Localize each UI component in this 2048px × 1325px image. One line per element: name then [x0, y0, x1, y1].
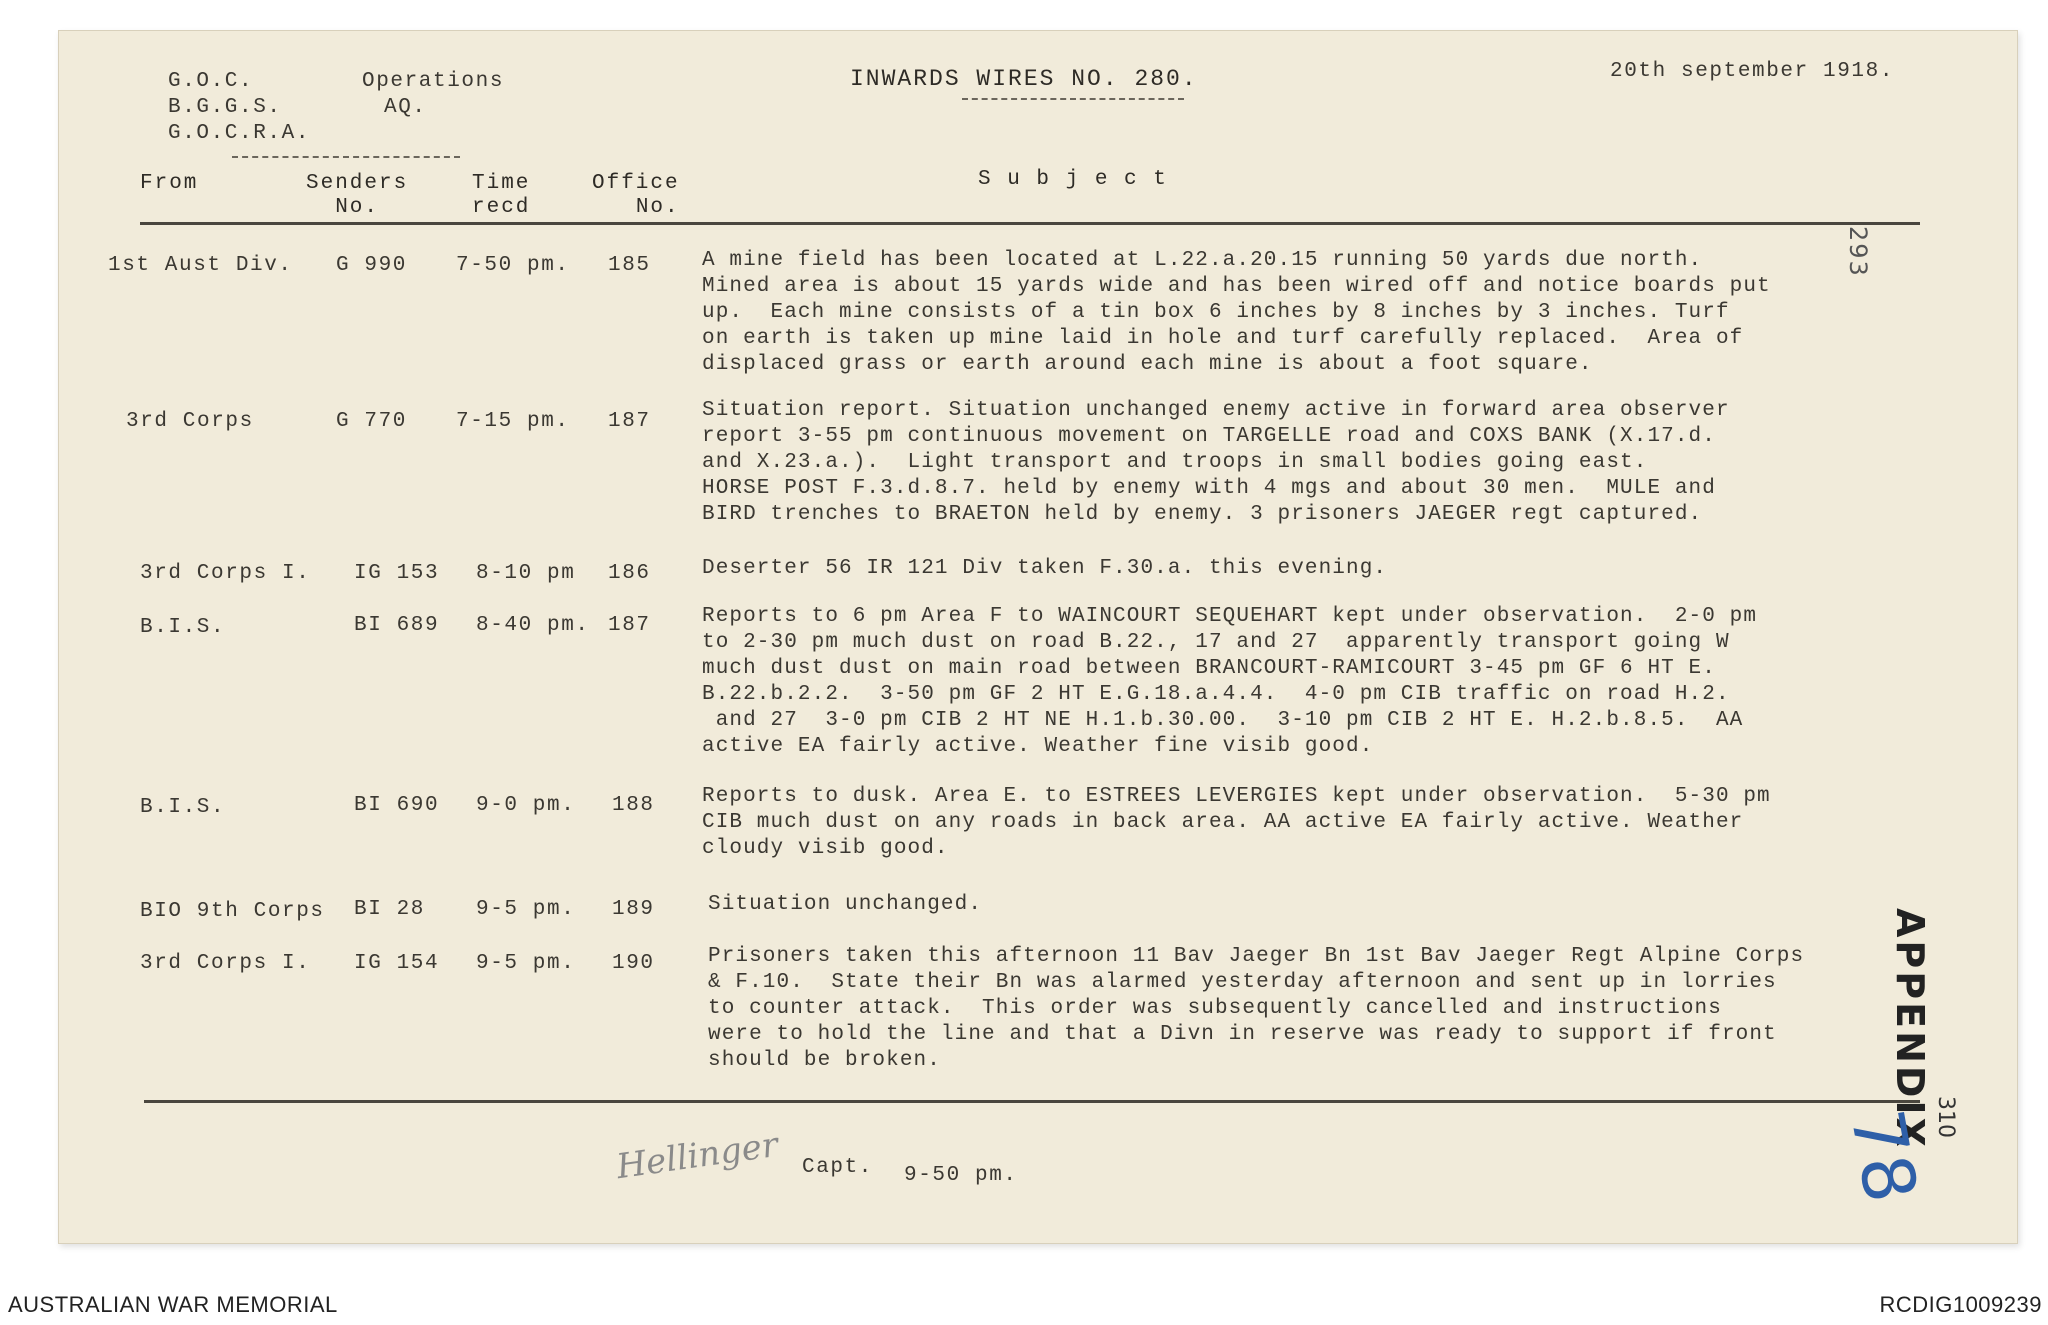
row-subject: Reports to 6 pm Area F to WAINCOURT SEQUEHART kept under observation. 2-0 pm to 2-30 pm much dust on road B.22., 17 and 27 apparently transport going W much dust dust on main road between BRANCOURT-RAMICOURT 3-45 pm GF 6 HT E. B.22.b.2.2. 3-50 pm GF 2 HT E.G.18.a.4.4. 4-0 pm CIB traffic on road H.2. and 27 3-0 pm CIB 2 HT NE H.1.b.30.00. 3-10 pm CIB 2 HT E. H.2.b.8.5. AA active EA fairly active. Weather fine visib good.	[702, 605, 1758, 758]
row-from: 3rd Corps I.	[140, 562, 311, 585]
row-office-no: 185	[608, 254, 651, 277]
row-time: 7-15 pm.	[456, 410, 570, 433]
row-from: B.I.S.	[140, 616, 226, 639]
col-header-subject: S u b j e c t	[978, 168, 1168, 191]
header-rule	[140, 222, 1920, 225]
distribution-bggs: B.G.G.S.	[168, 96, 282, 119]
distribution-goc: G.O.C.	[168, 70, 254, 93]
signature-rank: Capt.	[802, 1156, 874, 1179]
appendix-label: APPENDIX	[1888, 908, 1932, 1150]
row-subject: Situation report. Situation unchanged enemy active in forward area observer report 3-55 pm continuous movement on TARGELLE road and COXS BANK (X.17.d. and X.23.a.). Light transport and troops in small bodies going east. HORSE POST F.3.d.8.7. held by enemy with 4 mgs and about 30 men. MULE and BIRD trenches to BRAETON held by enemy. 3 prisoners JAEGER regt captured.	[702, 399, 1730, 526]
row-time: 8-10 pm	[476, 562, 576, 585]
row-office-no: 187	[608, 410, 651, 433]
col-header-from: From	[140, 172, 199, 195]
row-subject: Deserter 56 IR 121 Div taken F.30.a. this evening.	[702, 557, 1388, 580]
row-office-no: 190	[612, 952, 655, 975]
document-date: 20th september 1918.	[1610, 60, 1895, 83]
row-time: 7-50 pm.	[456, 254, 570, 277]
row-office-no: 186	[608, 562, 651, 585]
col-header-time-recd: Time recd	[472, 172, 531, 219]
row-office-no: 189	[612, 898, 655, 921]
row-office-no: 187	[608, 614, 651, 637]
distribution-gocra: G.O.C.R.A.	[168, 122, 311, 145]
document-title: INWARDS WIRES NO. 280.	[850, 66, 1198, 92]
appendix-number: 78	[1834, 1103, 1934, 1209]
row-from: 1st Aust Div.	[108, 254, 293, 277]
distribution-underline	[232, 156, 460, 158]
stamped-page-number: 293	[1844, 226, 1872, 278]
row-senders-no: G 770	[336, 410, 408, 433]
row-senders-no: G 990	[336, 254, 408, 277]
handwritten-signature: Hellinger	[614, 1124, 781, 1188]
archive-credit: AUSTRALIAN WAR MEMORIAL	[8, 1292, 338, 1317]
row-from: 3rd Corps	[126, 410, 254, 433]
distribution-operations: Operations	[362, 70, 505, 93]
row-subject: Prisoners taken this afternoon 11 Bav Jaeger Bn 1st Bav Jaeger Regt Alpine Corps & F.10. State their Bn was alarmed yesterday afternoon and sent up in lorries to counter attack. This order was subsequently cancelled and instructions were to hold the line and that a Divn in reserve was ready to support if front should be broken.	[708, 945, 1805, 1072]
col-header-senders-no: Senders No.	[306, 172, 409, 219]
row-time: 9-0 pm.	[476, 794, 576, 817]
row-from: B.I.S.	[140, 796, 226, 819]
distribution-aq: AQ.	[384, 96, 427, 119]
col-header-office-no: Office No.	[592, 172, 680, 219]
row-subject: Situation unchanged.	[708, 893, 983, 916]
row-subject: Reports to dusk. Area E. to ESTREES LEVERGIES kept under observation. 5-30 pm CIB much dust on any roads in back area. AA active EA fairly active. Weather cloudy visib good.	[702, 785, 1771, 860]
row-time: 9-5 pm.	[476, 898, 576, 921]
row-subject: A mine field has been located at L.22.a.20.15 running 50 yards due north. Mined area is about 15 yards wide and has been wired off and notice boards put up. Each mine consists of a tin box 6 inches by 8 inches by 3 inches. Turf on earth is taken up mine laid in hole and turf carefully replaced. Area of displaced grass or earth around each mine is about a foot square.	[702, 249, 1771, 376]
closing-rule	[144, 1100, 1920, 1103]
row-senders-no: BI 689	[354, 614, 440, 637]
row-time: 9-5 pm.	[476, 952, 576, 975]
row-senders-no: BI 28	[354, 898, 426, 921]
row-senders-no: IG 153	[354, 562, 440, 585]
row-time: 8-40 pm.	[476, 614, 590, 637]
folio-number: 310	[1933, 1096, 1958, 1138]
row-from: BIO 9th Corps	[140, 900, 325, 923]
archive-record-id: RCDIG1009239	[1879, 1292, 2042, 1317]
signature-time: 9-50 pm.	[904, 1164, 1018, 1187]
row-senders-no: IG 154	[354, 952, 440, 975]
title-underline	[962, 98, 1184, 100]
row-office-no: 188	[612, 794, 655, 817]
row-from: 3rd Corps I.	[140, 952, 311, 975]
row-senders-no: BI 690	[354, 794, 440, 817]
